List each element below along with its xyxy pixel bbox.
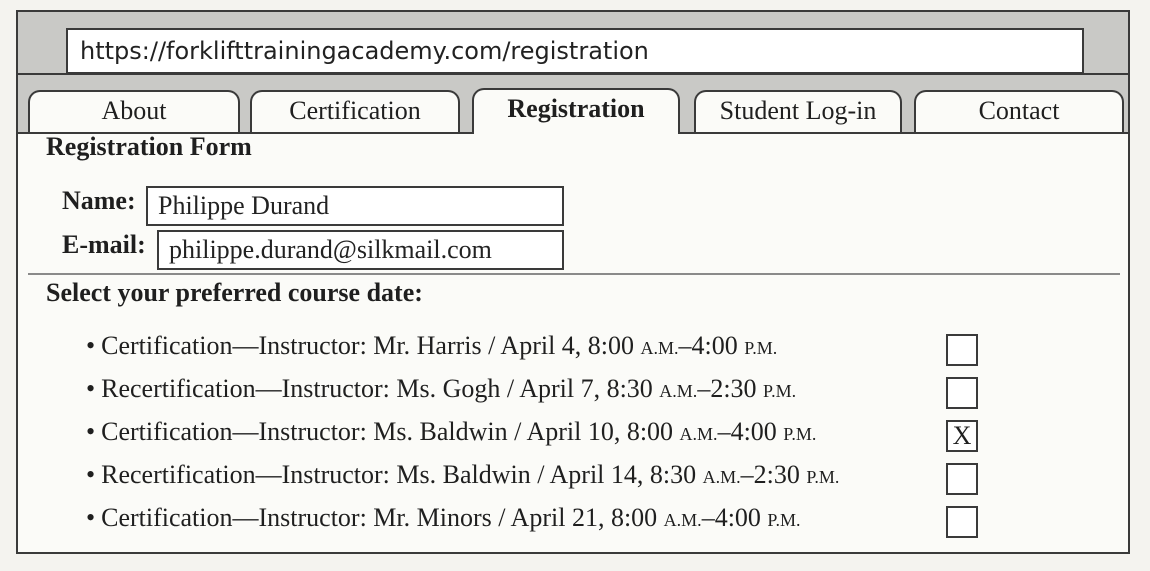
name-label: Name:	[62, 186, 136, 215]
chrome-divider	[18, 73, 1128, 75]
course-option	[86, 417, 816, 447]
end-ampm: P.M.	[783, 424, 817, 444]
name-field[interactable]: Philippe Durand	[146, 186, 564, 226]
course-checkbox[interactable]	[946, 377, 978, 409]
course-text: Certification—Instructor: Ms. Baldwin / April 10, 8:00 A.M.–4:00 P.M.	[101, 417, 817, 446]
form-title: Registration Form	[46, 132, 252, 161]
course-option	[86, 331, 777, 361]
course-date-heading: Select your preferred course date:	[46, 278, 423, 307]
start-ampm: A.M.	[659, 381, 698, 401]
course-option	[86, 374, 796, 404]
tab-registration[interactable]: Registration	[472, 88, 680, 134]
section-divider	[28, 273, 1120, 275]
course-text: Recertification—Instructor: Ms. Gogh / April 7, 8:30 A.M.–2:30 P.M.	[101, 374, 797, 403]
course-checkbox[interactable]	[946, 506, 978, 538]
bullet-icon: •	[86, 417, 96, 446]
end-ampm: P.M.	[763, 381, 797, 401]
course-checkbox[interactable]	[946, 463, 978, 495]
end-ampm: P.M.	[767, 510, 801, 530]
start-ampm: A.M.	[640, 338, 679, 358]
bullet-icon: •	[86, 460, 96, 489]
bullet-icon: •	[86, 331, 96, 360]
start-ampm: A.M.	[679, 424, 718, 444]
bullet-icon: •	[86, 374, 96, 403]
course-checkbox[interactable]	[946, 334, 978, 366]
email-label: E-mail:	[62, 230, 146, 259]
start-ampm: A.M.	[702, 467, 741, 487]
tab-certification[interactable]: Certification	[250, 90, 460, 134]
end-ampm: P.M.	[806, 467, 840, 487]
course-option	[86, 460, 839, 490]
address-bar[interactable]: https://forklifttrainingacademy.com/registration	[66, 28, 1084, 74]
email-field[interactable]: philippe.durand@silkmail.com	[157, 230, 564, 270]
course-checkbox[interactable]: X	[946, 420, 978, 452]
course-text: Recertification—Instructor: Ms. Baldwin / April 14, 8:30 A.M.–2:30 P.M.	[101, 460, 840, 489]
bullet-icon: •	[86, 503, 96, 532]
course-option	[86, 503, 800, 533]
end-ampm: P.M.	[744, 338, 778, 358]
course-text: Certification—Instructor: Mr. Minors / April 21, 8:00 A.M.–4:00 P.M.	[101, 503, 801, 532]
tab-student-log-in[interactable]: Student Log-in	[694, 90, 902, 134]
tab-about[interactable]: About	[28, 90, 240, 134]
course-text: Certification—Instructor: Mr. Harris / April 4, 8:00 A.M.–4:00 P.M.	[101, 331, 778, 360]
start-ampm: A.M.	[663, 510, 702, 530]
tab-contact[interactable]: Contact	[914, 90, 1124, 134]
